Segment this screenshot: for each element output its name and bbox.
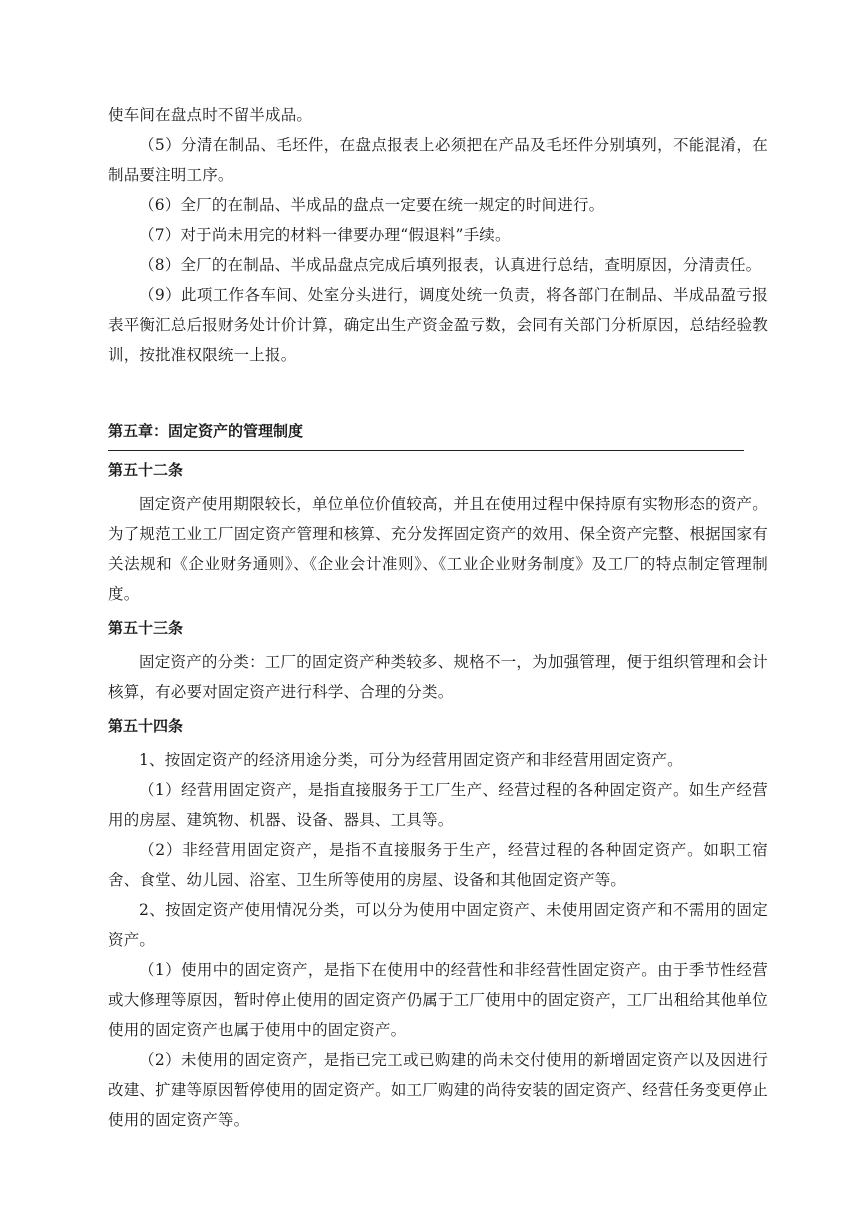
paragraph: （6）全厂的在制品、半成品的盘点一定要在统一规定的时间进行。 bbox=[139, 196, 605, 214]
article-heading: 第五十四条 bbox=[108, 717, 184, 735]
article-body: （2）未使用的固定资产，是指已完工或已购建的尚未交付使用的新增固定资产以及因进行改建、扩建等原因暂停使用的固定资产。如工厂购建的尚待安装的固定资产、经营任务变更停止使用的固定资产等。 bbox=[108, 1051, 768, 1129]
article-body: 2、按固定资产使用情况分类，可以分为使用中固定资产、未使用固定资产和不需用的固定资产。 bbox=[108, 901, 768, 949]
article-heading: 第五十三条 bbox=[108, 619, 184, 637]
chapter-title: 第五章：固定资产的管理制度 bbox=[108, 422, 304, 440]
article-heading: 第五十二条 bbox=[108, 461, 184, 479]
paragraph: 使车间在盘点时不留半成品。 bbox=[108, 106, 313, 124]
article-body: （1）使用中的固定资产，是指下在使用中的经营性和非经营性固定资产。由于季节性经营或大修理等原因，暂时停止使用的固定资产仍属于工厂使用中的固定资产，工厂出租给其他单位使用的固定资产也属于使用中的固定资产。 bbox=[108, 961, 768, 1039]
document-page bbox=[108, 100, 768, 1135]
paragraph: （9）此项工作各车间、处室分头进行，调度处统一负责，将各部门在制品、半成品盈亏报表平衡汇总后报财务处计价计算，确定出生产资金盈亏数，会同有关部门分析原因，总结经验教训，按批准权限统一上报。 bbox=[108, 286, 768, 364]
article-body: 固定资产的分类：工厂的固定资产种类较多、规格不一，为加强管理，便于组织管理和会计核算，有必要对固定资产进行科学、合理的分类。 bbox=[108, 653, 768, 701]
paragraph: （7）对于尚未用完的材料一律要办理“假退料”手续。 bbox=[139, 226, 511, 244]
article-body: 1、按固定资产的经济用途分类，可分为经营用固定资产和非经营用固定资产。 bbox=[139, 751, 683, 769]
article-body: （1）经营用固定资产，是指直接服务于工厂生产、经营过程的各种固定资产。如生产经营用的房屋、建筑物、机器、设备、器具、工具等。 bbox=[108, 781, 768, 829]
article-body: 固定资产使用期限较长，单位单位价值较高，并且在使用过程中保持原有实物形态的资产。为了规范工业工厂固定资产管理和核算、充分发挥固定资产的效用、保全资产完整、根据国家有关法规和《企业财务通则》、《企业会计准则》、《工业企业财务制度》及工厂的特点制定管理制度。 bbox=[108, 495, 768, 603]
paragraph: （5）分清在制品、毛坯件，在盘点报表上必须把在产品及毛坯件分别填列，不能混淆，在制品要注明工序。 bbox=[108, 136, 768, 184]
paragraph: （8）全厂的在制品、半成品盘点完成后填列报表，认真进行总结，查明原因，分清责任。 bbox=[139, 256, 762, 274]
spacer bbox=[108, 370, 768, 416]
article-body: （2）非经营用固定资产，是指不直接服务于生产，经营过程的各种固定资产。如职工宿舍、食堂、幼儿园、浴室、卫生所等使用的房屋、设备和其他固定资产等。 bbox=[108, 841, 768, 889]
